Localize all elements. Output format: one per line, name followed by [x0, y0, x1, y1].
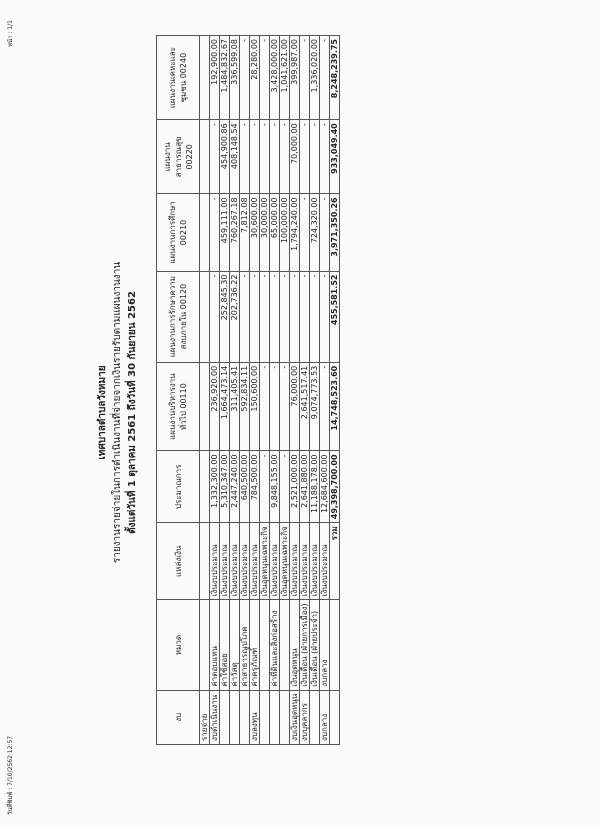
column-header: งบ [157, 690, 200, 744]
table-cell: งบดำเนินงาน [210, 690, 220, 744]
table-cell: 76,000.00 [290, 362, 300, 451]
table-cell: 12,684,600.00 [320, 451, 330, 523]
table-cell: - [240, 36, 250, 120]
table-cell: 2,447,240.00 [230, 451, 240, 523]
table-row [310, 36, 320, 745]
table-cell: - [270, 120, 280, 194]
table-cell: เงินงบประมาณ [270, 523, 280, 600]
section-row [200, 36, 210, 745]
table-cell: เงินงบประมาณ [240, 523, 250, 600]
table-cell: - [270, 362, 280, 451]
table-cell: เงินงบประมาณ [300, 523, 310, 600]
table-cell: เงินงบประมาณ [220, 523, 230, 600]
table-cell: 5,310,347.00 [220, 451, 230, 523]
table-cell: - [280, 451, 290, 523]
table-cell: - [320, 36, 330, 120]
table-cell: 236,920.00 [210, 362, 220, 451]
report-org: เทศบาลตำบลวังหมาย [97, 365, 108, 460]
total-label: รวม [330, 523, 340, 600]
table-cell: - [320, 194, 330, 271]
table-cell: 150,600.00 [250, 362, 260, 451]
table-cell: - [260, 120, 270, 194]
table-cell: เงินงบประมาณ [320, 523, 330, 600]
page-number: หน้า : 1/1 [7, 20, 14, 47]
table-row [210, 36, 220, 745]
table-cell: 724,320.00 [310, 194, 320, 271]
table-cell [280, 690, 290, 744]
table-row [250, 36, 260, 745]
table-cell: - [280, 271, 290, 362]
table-cell: 30,000.00 [260, 194, 270, 271]
table-row [320, 36, 330, 745]
table-row [230, 36, 240, 745]
column-header: แหล่งเงิน [157, 523, 200, 600]
table-cell: งบเงินอุดหนุน [290, 690, 300, 744]
column-header: แผนงานการศึกษา 00210 [157, 194, 200, 271]
column-header: แผนงานสาธารณสุข 00220 [157, 120, 200, 194]
section-label: รายจ่าย [200, 690, 210, 744]
total-cell: 14,748,523.60 [330, 362, 340, 451]
table-cell: 65,000.00 [270, 194, 280, 271]
table-cell: 784,500.00 [250, 451, 260, 523]
table-cell: 70,000.00 [290, 120, 300, 194]
table-cell: - [210, 271, 220, 362]
table-cell: - [240, 120, 250, 194]
table-cell: - [310, 271, 320, 362]
table-cell: ค่าสาธารณูปโภค [240, 600, 250, 690]
table-cell: เงินเดือน (ฝ่ายประจำ) [310, 600, 320, 690]
table-cell: - [320, 271, 330, 362]
table-cell [280, 600, 290, 690]
column-header: แผนงานเคหะและชุมชน 00240 [157, 36, 200, 120]
table-cell: 408,148.54 [230, 120, 240, 194]
table-cell: - [300, 194, 310, 271]
table-row [270, 36, 280, 745]
table-cell: เงินอุดหนุนเฉพาะกิจ [260, 523, 270, 600]
total-row [330, 36, 340, 745]
table-cell [220, 690, 230, 744]
table-cell: - [240, 271, 250, 362]
table-row [260, 36, 270, 745]
table-cell: - [290, 271, 300, 362]
total-cell: 49,398,700.00 [330, 451, 340, 523]
table-cell: เงินงบประมาณ [210, 523, 220, 600]
total-cell: 455,581.52 [330, 271, 340, 362]
table-header-row [157, 36, 200, 745]
table-cell: ค่าตอบแทน [210, 600, 220, 690]
table-cell: - [250, 271, 260, 362]
table-cell: 3,428,000.00 [270, 36, 280, 120]
total-cell: 933,049.40 [330, 120, 340, 194]
table-cell: 252,845.30 [220, 271, 230, 362]
table-cell: 30,600.00 [250, 194, 260, 271]
table-cell: 760,267.18 [230, 194, 240, 271]
table-cell: 640,500.00 [240, 451, 250, 523]
table-cell: - [250, 120, 260, 194]
table-cell: 2,641,517.41 [300, 362, 310, 451]
table-cell: 202,736.22 [230, 271, 240, 362]
table-cell: 454,900.86 [220, 120, 230, 194]
table-cell: - [300, 271, 310, 362]
report-title: รายงานรายจ่ายในการดำเนินงานที่จ่ายจากเงินรายรับตามแผนงานงาน [112, 261, 123, 564]
column-header: หมวด [157, 600, 200, 690]
table-cell: - [300, 120, 310, 194]
table-cell: งบกลาง [320, 600, 330, 690]
table-row [280, 36, 290, 745]
table-cell: - [320, 120, 330, 194]
table-cell [240, 690, 250, 744]
table-cell: 28,280.00 [250, 36, 260, 120]
table-cell: เงินเดือน (ฝ่ายการเมือง) [300, 600, 310, 690]
table-cell: - [270, 271, 280, 362]
table-row [220, 36, 230, 745]
total-cell: 3,971,350.26 [330, 194, 340, 271]
table-cell: เงินงบประมาณ [230, 523, 240, 600]
table-cell: 1,664,473.14 [220, 362, 230, 451]
table-cell: เงินอุดหนุนเฉพาะกิจ [280, 523, 290, 600]
table-cell: 1,336,020.00 [310, 36, 320, 120]
table-cell: - [280, 362, 290, 451]
table-cell: 1,484,832.67 [220, 36, 230, 120]
table-cell: 1,332,300.00 [210, 451, 220, 523]
table-cell [310, 690, 320, 744]
table-cell: - [320, 362, 330, 451]
table-cell: เงินงบประมาณ [250, 523, 260, 600]
table-cell: งบลงทุน [250, 690, 260, 744]
table-cell: 1,041,621.00 [280, 36, 290, 120]
table-cell: - [280, 120, 290, 194]
table-cell: 311,405.41 [230, 362, 240, 451]
table-cell: 7,812.08 [240, 194, 250, 271]
column-header: แผนงานบริหารงานทั่วไป 00110 [157, 362, 200, 451]
table-cell: งบกลาง [320, 690, 330, 744]
table-cell: 9,848,155.00 [270, 451, 280, 523]
table-cell: 399,987.00 [290, 36, 300, 120]
table-cell: 2,641,880.00 [300, 451, 310, 523]
table-cell: 459,111.00 [220, 194, 230, 271]
table-cell: - [310, 120, 320, 194]
table-cell: 2,521,000.00 [290, 451, 300, 523]
table-cell [230, 690, 240, 744]
table-cell: เงินงบประมาณ [310, 523, 320, 600]
table-cell: - [260, 36, 270, 120]
table-cell: 336,599.08 [230, 36, 240, 120]
table-row [240, 36, 250, 745]
table-cell: - [260, 451, 270, 523]
table-row [300, 36, 310, 745]
table-cell [260, 600, 270, 690]
column-header: แผนงานการรักษาความสงบภายใน 00120 [157, 271, 200, 362]
table-cell: ค่าครุภัณฑ์ [250, 600, 260, 690]
table-cell: - [260, 362, 270, 451]
table-cell: 100,000.00 [280, 194, 290, 271]
table-cell [260, 690, 270, 744]
table-cell: 11,188,178.00 [310, 451, 320, 523]
table-cell: เงินงบประมาณ [290, 523, 300, 600]
table-cell: ค่าใช้สอย [220, 600, 230, 690]
column-header: ประมาณการ [157, 451, 200, 523]
total-cell: 8,248,239.75 [330, 36, 340, 120]
table-cell: - [260, 271, 270, 362]
table-cell: ค่าที่ดินและสิ่งก่อสร้าง [270, 600, 280, 690]
table-row [290, 36, 300, 745]
table-cell [270, 690, 280, 744]
table-cell: 192,900.00 [210, 36, 220, 120]
table-cell: - [210, 120, 220, 194]
expense-table [156, 35, 340, 745]
table-cell: 592,834.11 [240, 362, 250, 451]
table-cell: - [210, 194, 220, 271]
table-cell: ค่าวัสดุ [230, 600, 240, 690]
report-period: ตั้งแต่วันที่ 1 ตุลาคม 2561 ถึงวันที่ 30 กันยายน 2562 [127, 291, 138, 534]
print-date: วันที่พิมพ์ : 7/10/2562 12:57 [7, 735, 14, 815]
table-cell: เงินอุดหนุน [290, 600, 300, 690]
table-cell: งบบุคลากร [300, 690, 310, 744]
table-body [200, 36, 340, 745]
table-cell: 1,794,240.00 [290, 194, 300, 271]
table-cell: - [300, 36, 310, 120]
table-cell: 9,074,773.53 [310, 362, 320, 451]
